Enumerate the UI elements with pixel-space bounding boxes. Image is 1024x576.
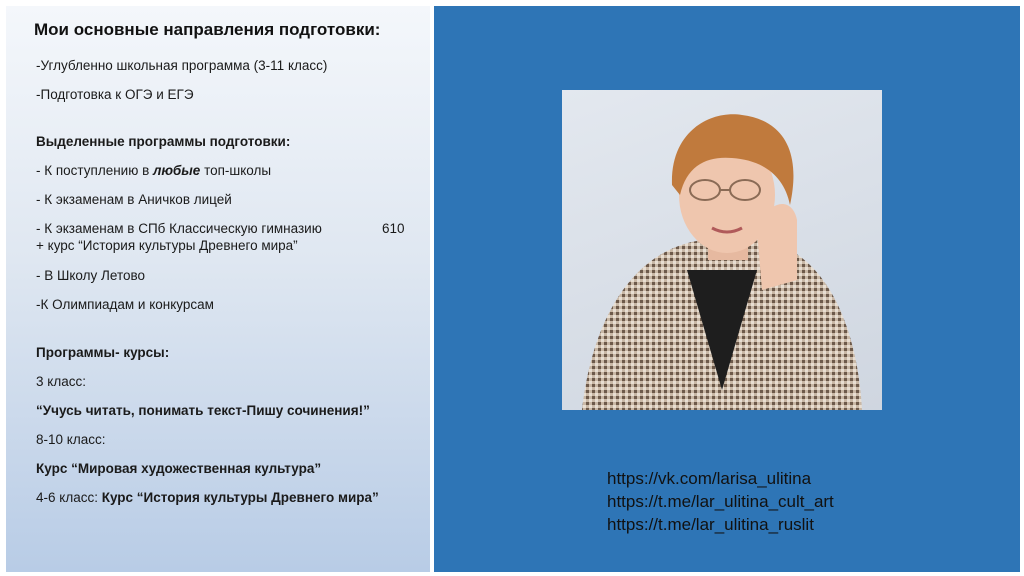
direction-item: -Углубленно школьная программа (3-11 класс) (36, 58, 328, 73)
course-title: Курс “Мировая художественная культура” (36, 461, 322, 476)
portrait-photo (562, 90, 882, 410)
program-item: -К Олимпиадам и конкурсам (36, 297, 214, 312)
program-item-number: 610 (382, 221, 405, 236)
program-item (36, 163, 271, 178)
course-title: “Учусь читать, понимать текст-Пишу сочинения!” (36, 403, 370, 418)
program-item-emphasis: любые (153, 163, 201, 178)
course-item (36, 490, 379, 505)
link-telegram-cult-art[interactable]: https://t.me/lar_ulitina_cult_art (607, 492, 834, 511)
portrait-illustration (562, 90, 882, 410)
course-grade: 8-10 класс: (36, 432, 106, 447)
program-item-continuation: + курс “История культуры Древнего мира” (36, 238, 298, 253)
link-telegram-ruslit[interactable]: https://t.me/lar_ulitina_ruslit (607, 515, 814, 534)
program-item-prefix: - К поступлению в (36, 163, 154, 178)
link-vk[interactable]: https://vk.com/larisa_ulitina (607, 469, 812, 488)
program-item: - К экзаменам в Аничков лицей (36, 192, 232, 207)
program-item-suffix: топ-школы (200, 163, 272, 178)
links-list (607, 467, 834, 536)
course-grade: 4-6 класс: (36, 490, 102, 505)
page-title: Мои основные направления подготовки: (34, 20, 381, 39)
program-item: - К экзаменам в СПб Классическую гимназию (36, 221, 322, 236)
course-title: Курс “История культуры Древнего мира” (101, 490, 379, 505)
program-item: - В Школу Летово (36, 268, 146, 283)
direction-item: -Подготовка к ОГЭ и ЕГЭ (36, 87, 194, 102)
courses-heading: Программы- курсы: (36, 345, 170, 360)
course-grade: 3 класс: (36, 374, 86, 389)
programs-heading: Выделенные программы подготовки: (36, 134, 291, 149)
